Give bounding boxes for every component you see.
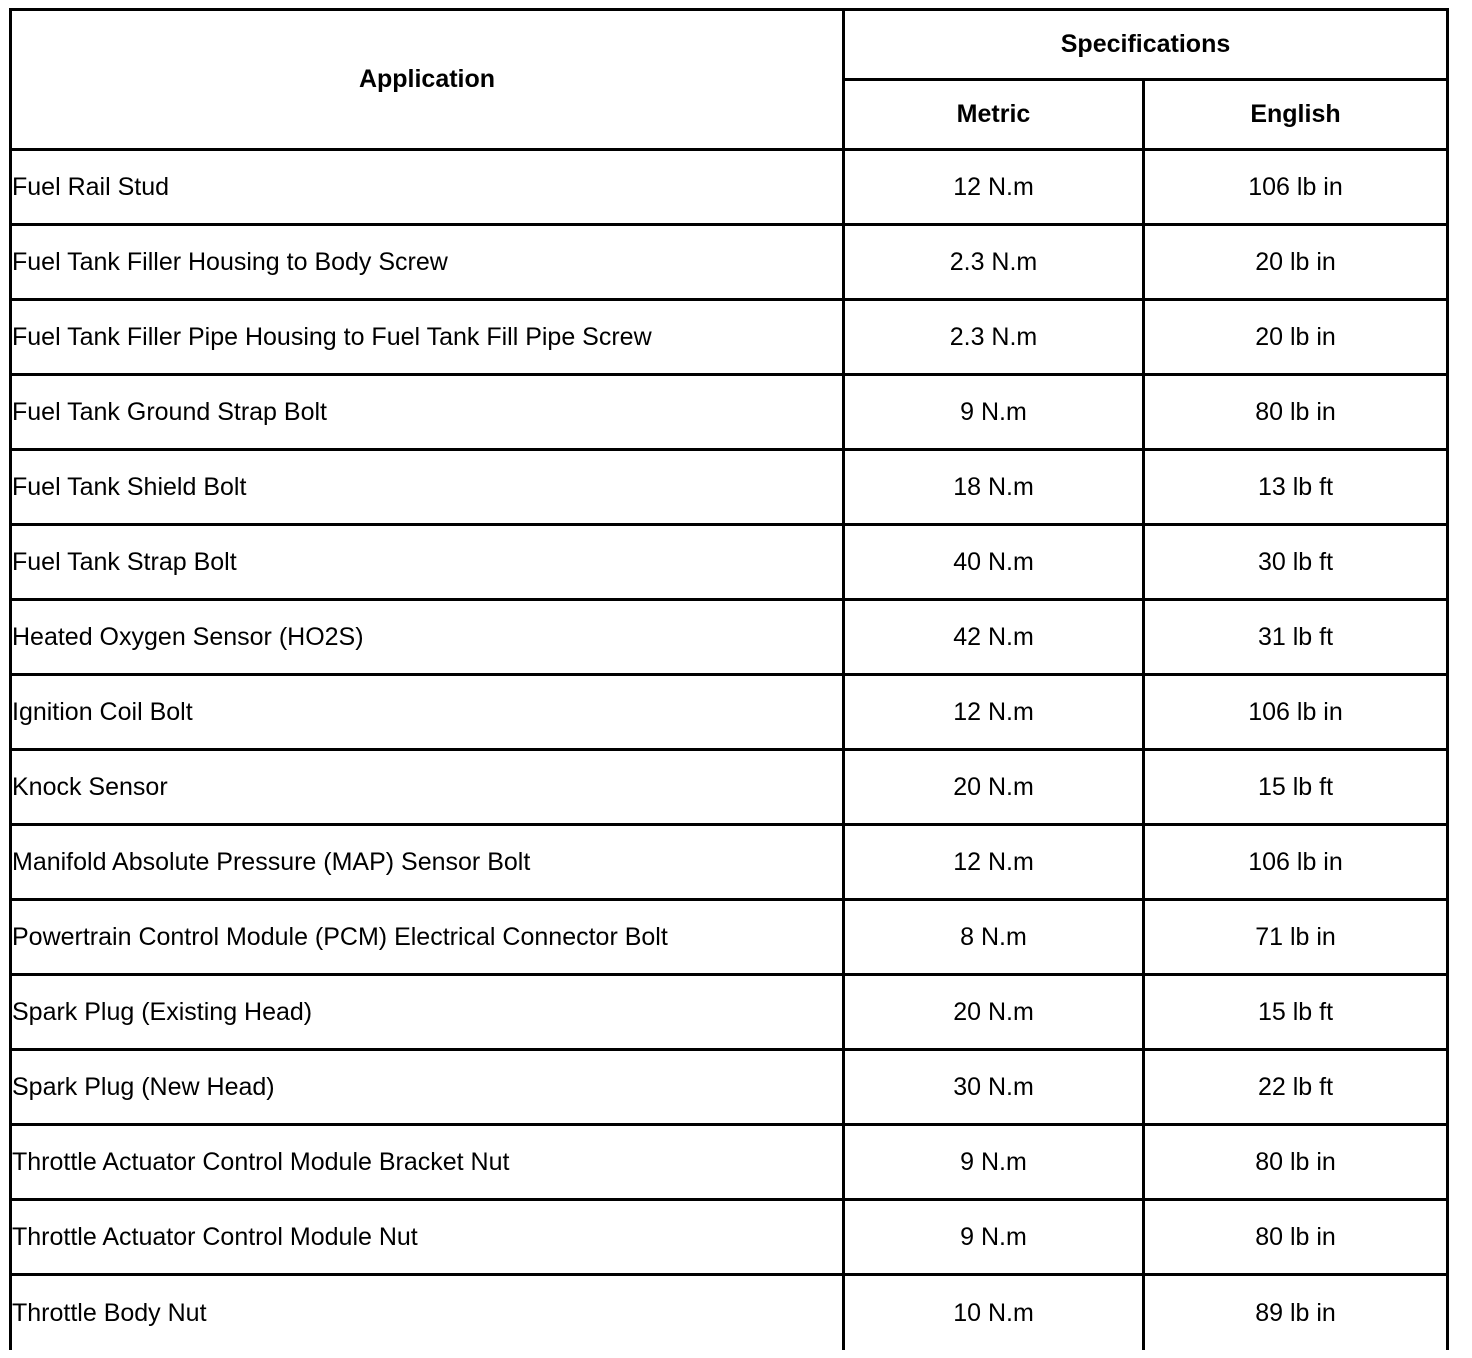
table-row	[11, 450, 1448, 525]
cell-application: Fuel Rail Stud	[11, 150, 844, 225]
cell-application: Throttle Actuator Control Module Bracket Nut	[11, 1125, 844, 1200]
cell-english: 106 lb in	[1144, 825, 1448, 900]
cell-english: 20 lb in	[1144, 300, 1448, 375]
cell-application: Spark Plug (New Head)	[11, 1050, 844, 1125]
cell-metric: 30 N.m	[844, 1050, 1144, 1125]
table-row	[11, 375, 1448, 450]
cell-metric: 20 N.m	[844, 750, 1144, 825]
torque-spec-table	[9, 8, 1449, 1350]
cell-application: Fuel Tank Filler Pipe Housing to Fuel Tank Fill Pipe Screw	[11, 300, 844, 375]
header-specifications: Specifications	[844, 10, 1448, 80]
table-row	[11, 1125, 1448, 1200]
table-row	[11, 675, 1448, 750]
cell-english: 71 lb in	[1144, 900, 1448, 975]
cell-metric: 8 N.m	[844, 900, 1144, 975]
cell-metric: 12 N.m	[844, 675, 1144, 750]
cell-english: 31 lb ft	[1144, 600, 1448, 675]
cell-metric: 18 N.m	[844, 450, 1144, 525]
header-english: English	[1144, 80, 1448, 150]
table-row	[11, 1275, 1448, 1351]
cell-english: 13 lb ft	[1144, 450, 1448, 525]
table-row	[11, 600, 1448, 675]
cell-metric: 42 N.m	[844, 600, 1144, 675]
cell-english: 30 lb ft	[1144, 525, 1448, 600]
cell-english: 80 lb in	[1144, 1200, 1448, 1275]
cell-application: Manifold Absolute Pressure (MAP) Sensor Bolt	[11, 825, 844, 900]
table-body	[11, 150, 1448, 1351]
table-row	[11, 300, 1448, 375]
cell-english: 89 lb in	[1144, 1275, 1448, 1351]
cell-metric: 2.3 N.m	[844, 225, 1144, 300]
cell-english: 20 lb in	[1144, 225, 1448, 300]
cell-application: Heated Oxygen Sensor (HO2S)	[11, 600, 844, 675]
table-row	[11, 750, 1448, 825]
cell-english: 80 lb in	[1144, 375, 1448, 450]
header-row-top	[11, 10, 1448, 80]
cell-application: Throttle Actuator Control Module Nut	[11, 1200, 844, 1275]
cell-english: 15 lb ft	[1144, 975, 1448, 1050]
cell-english: 22 lb ft	[1144, 1050, 1448, 1125]
table-row	[11, 1200, 1448, 1275]
cell-metric: 12 N.m	[844, 825, 1144, 900]
table-row	[11, 1050, 1448, 1125]
table-row	[11, 525, 1448, 600]
table-row	[11, 225, 1448, 300]
header-metric: Metric	[844, 80, 1144, 150]
table-row	[11, 900, 1448, 975]
cell-metric: 40 N.m	[844, 525, 1144, 600]
cell-metric: 2.3 N.m	[844, 300, 1144, 375]
cell-metric: 10 N.m	[844, 1275, 1144, 1351]
cell-english: 80 lb in	[1144, 1125, 1448, 1200]
header-application: Application	[11, 10, 844, 150]
cell-application: Fuel Tank Shield Bolt	[11, 450, 844, 525]
cell-application: Fuel Tank Strap Bolt	[11, 525, 844, 600]
cell-application: Powertrain Control Module (PCM) Electrical Connector Bolt	[11, 900, 844, 975]
cell-application: Fuel Tank Ground Strap Bolt	[11, 375, 844, 450]
cell-application: Knock Sensor	[11, 750, 844, 825]
cell-metric: 9 N.m	[844, 1125, 1144, 1200]
table-header	[11, 10, 1448, 150]
cell-metric: 20 N.m	[844, 975, 1144, 1050]
cell-application: Ignition Coil Bolt	[11, 675, 844, 750]
table-row	[11, 825, 1448, 900]
table-row	[11, 150, 1448, 225]
cell-application: Fuel Tank Filler Housing to Body Screw	[11, 225, 844, 300]
table-row	[11, 975, 1448, 1050]
cell-english: 106 lb in	[1144, 150, 1448, 225]
cell-metric: 9 N.m	[844, 1200, 1144, 1275]
cell-english: 106 lb in	[1144, 675, 1448, 750]
cell-metric: 9 N.m	[844, 375, 1144, 450]
cell-metric: 12 N.m	[844, 150, 1144, 225]
cell-application: Spark Plug (Existing Head)	[11, 975, 844, 1050]
cell-english: 15 lb ft	[1144, 750, 1448, 825]
cell-application: Throttle Body Nut	[11, 1275, 844, 1351]
